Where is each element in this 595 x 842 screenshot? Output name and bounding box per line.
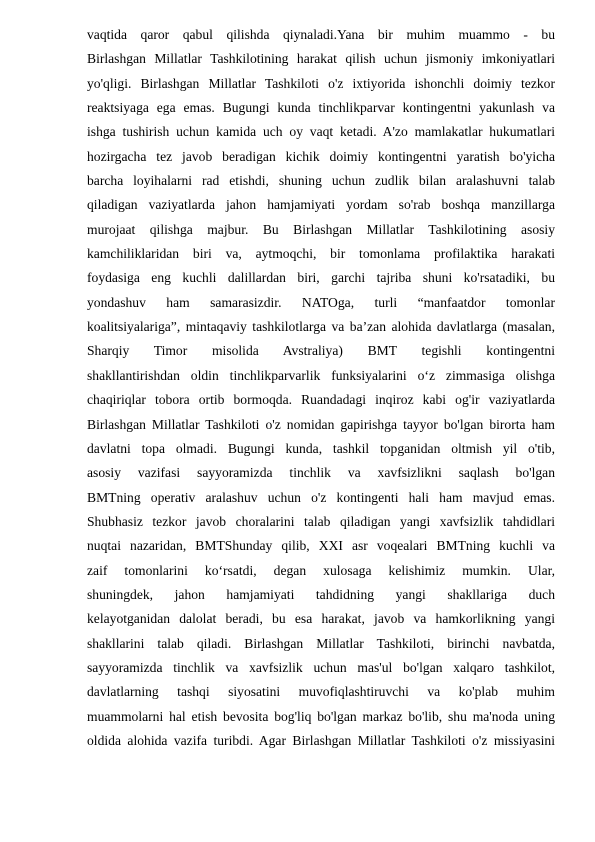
text-line: foydasiga eng kuchli dalillardan biri, garchi tajriba shuni ko'rsatadiki, bu [87,270,555,286]
text-line: shuningdek, jahon hamjamiyati tahdidning yangi shakllariga duch [87,586,555,602]
text-line: BMTning operativ aralashuv uchun o'z kontingenti hali ham mavjud emas. [87,489,555,505]
text-line: murojaat qilishga majbur. Bu Birlashgan Millatlar Tashkilotining asosiy [87,221,555,237]
text-line: muammolarni hal etish bevosita bog'liq bo'lgan markaz bo'lib, shu ma'noda uning [87,708,555,724]
text-line: davlatlarning tashqi siyosatini muvofiqlashtiruvchi va ko'plab muhim [87,684,555,700]
text-line: sayyoramizda tinchlik va xavfsizlik uchun mas'ul bo'lgan xalqaro tashkilot, [87,659,555,675]
text-line: yondashuv ham samarasizdir. NATOga, turli “manfaatdor tomonlar [87,294,555,310]
text-line: Sharqiy Timor misolida Avstraliya) BMT tegishli kontingentni [87,343,555,359]
text-line: shakllantirishdan oldin tinchlikparvarlik funksiyalarini oʻz zimmasiga olishga [87,367,555,383]
text-line: ishga tushirish uchun kamida uch oy vaqt ketadi. A'zo mamlakatlar hukumatlari [87,124,555,140]
text-line: kamchiliklaridan biri va, aytmoqchi, bir tomonlama profilaktika harakati [87,246,555,262]
body-text [87,23,555,753]
text-line: oldida alohida vazifa turibdi. Agar Birlashgan Millatlar Tashkiloti o'z missiyasini [87,732,555,748]
text-line: reaktsiyaga ega emas. Bugungi kunda tinchlikparvar kontingentni yakunlash va [87,100,555,116]
text-line: nuqtai nazaridan, BMTShunday qilib, XXI asr voqealari BMTning kuchli va [87,538,555,554]
text-line: hozirgacha tez javob beradigan kichik doimiy kontingentni yaratish bo'yicha [87,148,555,164]
text-line: koalitsiyalariga”, mintaqaviy tashkilotlarga va baʼzan alohida davlatlarga (masalan, [87,319,555,335]
text-line: kelayotganidan dalolat beradi, bu esa harakat, javob va hamkorlikning yangi [87,611,555,627]
text-line: asosiy vazifasi sayyoramizda tinchlik va xavfsizlikni saqlash bo'lgan [87,465,555,481]
text-line: yo'qligi. Birlashgan Millatlar Tashkiloti o'z ixtiyorida ishonchli doimiy tezkor [87,75,555,91]
text-line: chaqiriqlar tobora ortib bormoqda. Ruandadagi inqiroz kabi og'ir vaziyatlarda [87,392,555,408]
text-line: Birlashgan Millatlar Tashkilotining harakat qilish uchun jismoniy imkoniyatlari [87,51,555,67]
text-line: davlatni topa olmadi. Bugungi kunda, tashkil topganidan oltmish yil o'tib, [87,440,555,456]
text-line: Shubhasiz tezkor javob choralarini talab qiladigan yangi xavfsizlik tahdidlari [87,513,555,529]
text-line: barcha loyihalarni rad etishdi, shuning uchun zudlik bilan aralashuvni talab [87,173,555,189]
text-line: Birlashgan Millatlar Tashkiloti o'z nomidan gapirishga tayyor bo'lgan birorta ham [87,416,555,432]
text-line: vaqtida qaror qabul qilishda qiynaladi.Yana bir muhim muammo - bu [87,27,555,42]
text-line: shakllarini talab qiladi. Birlashgan Millatlar Tashkiloti, birinchi navbatda, [87,635,555,651]
text-line: zaif tomonlarini koʻrsatdi, degan xulosaga kelishimiz mumkin. Ular, [87,562,555,578]
text-line: qiladigan vaziyatlarda jahon hamjamiyati yordam so'rab boshqa manzillarga [87,197,555,213]
